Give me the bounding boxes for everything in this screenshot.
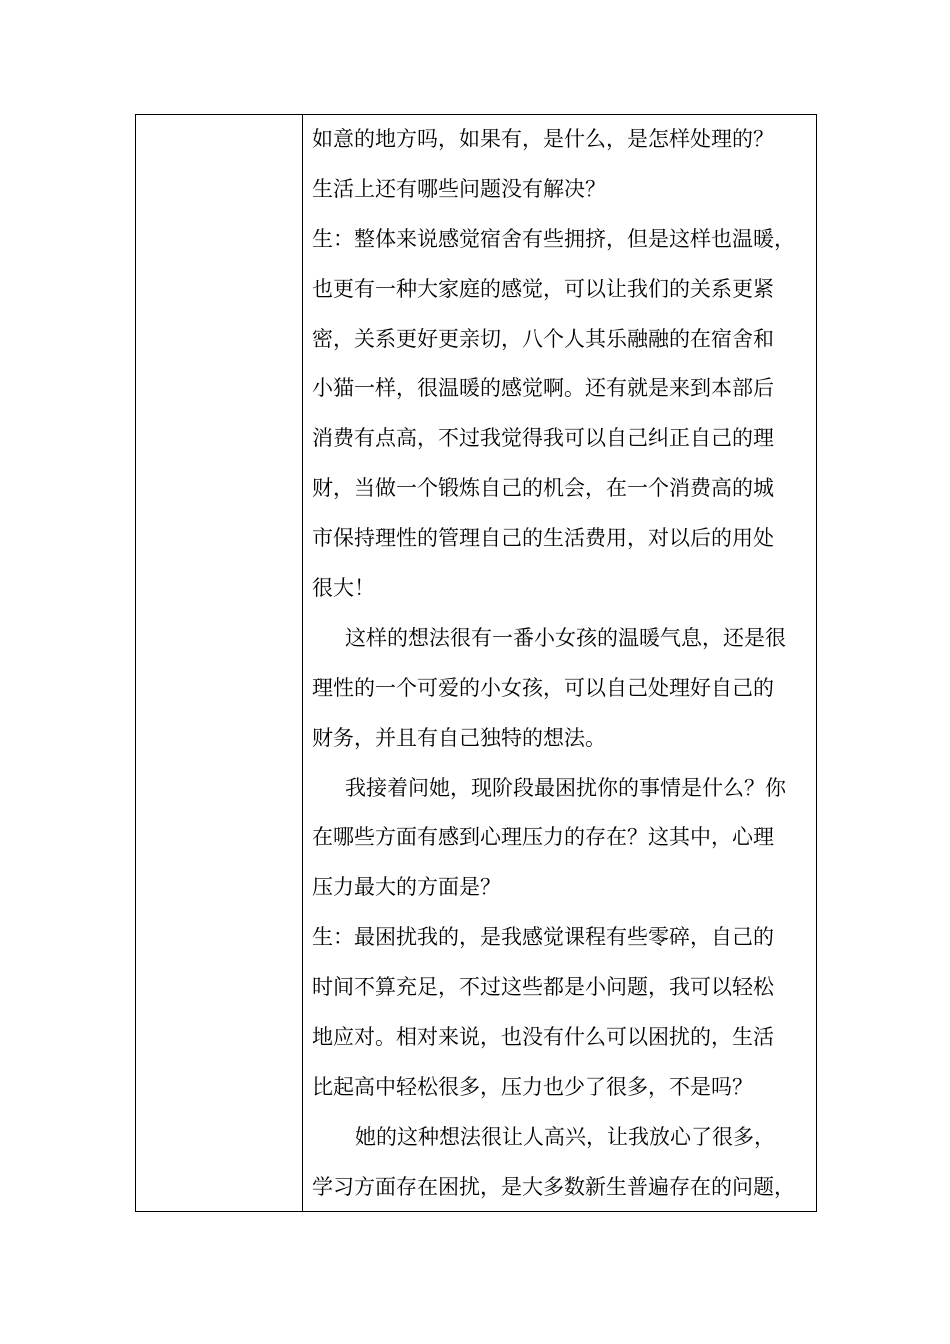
text-line: 小猫一样，很温暖的感觉啊。还有就是来到本部后 <box>312 376 774 401</box>
table-right-cell <box>303 115 816 1211</box>
text-line: 财，当做一个锻炼自己的机会，在一个消费高的城 <box>312 476 774 501</box>
text-line: 市保持理性的管理自己的生活费用，对以后的用处 <box>312 526 774 551</box>
text-line: 在哪些方面有感到心理压力的存在？这其中，心理 <box>312 825 774 850</box>
text-line: 地应对。相对来说，也没有什么可以困扰的，生活 <box>312 1025 774 1050</box>
table-left-cell <box>136 115 303 1211</box>
text-line: 比起高中轻松很多，压力也少了很多，不是吗？ <box>312 1074 753 1099</box>
text-line: 如意的地方吗，如果有，是什么，是怎样处理的？ <box>312 127 774 151</box>
text-line: 她的这种想法很让人高兴，让我放心了很多， <box>355 1124 775 1149</box>
paragraph-student-answer-1 <box>312 215 808 614</box>
paragraph-student-answer-2 <box>312 913 808 1113</box>
text-line: 我接着问她，现阶段最困扰你的事情是什么？你 <box>345 775 786 800</box>
text-line: 时间不算充足，不过这些都是小问题，我可以轻松 <box>312 975 774 1000</box>
paragraph-teacher-comment-2 <box>312 1113 808 1213</box>
text-line: 也更有一种大家庭的感觉，可以让我们的关系更紧 <box>312 276 774 301</box>
text-line: 生：整体来说感觉宿舍有些拥挤，但是这样也温暖， <box>312 226 795 251</box>
text-line: 消费有点高，不过我觉得我可以自己纠正自己的理 <box>312 426 774 451</box>
text-line: 这样的想法很有一番小女孩的温暖气息，还是很 <box>345 625 786 650</box>
text-line: 生：最困扰我的，是我感觉课程有些零碎，自己的 <box>312 925 774 950</box>
text-line: 压力最大的方面是？ <box>312 875 501 900</box>
text-line: 财务，并且有自己独特的想法。 <box>312 725 606 750</box>
paragraph-teacher-question-2 <box>312 764 808 914</box>
text-line: 理性的一个可爱的小女孩，可以自己处理好自己的 <box>312 675 774 700</box>
paragraph-teacher-comment-1 <box>312 614 808 764</box>
paragraph-question-continuation <box>312 115 808 215</box>
text-line: 很大！ <box>312 576 375 601</box>
text-line: 生活上还有哪些问题没有解决？ <box>312 176 606 201</box>
text-line: 学习方面存在困扰，是大多数新生普遍存在的问题， <box>312 1174 795 1199</box>
document-table <box>135 114 817 1212</box>
text-line: 密，关系更好更亲切，八个人其乐融融的在宿舍和 <box>312 326 774 351</box>
